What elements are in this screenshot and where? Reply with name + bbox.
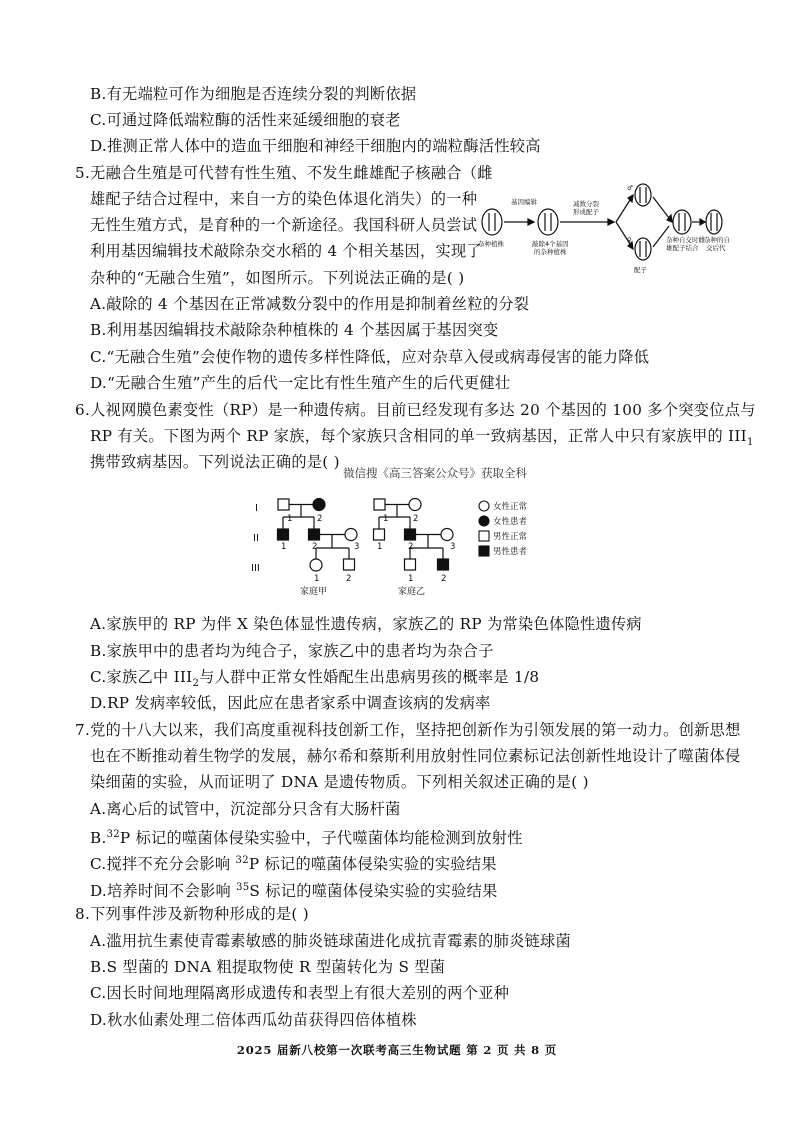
zygote-cell [673, 210, 691, 234]
option-4B: B.有无端粒可作为细胞是否连续分裂的判断依据 [90, 85, 417, 103]
label-meiosis-2: 形成配子 [573, 208, 599, 216]
legend-normal-female-icon [479, 501, 489, 511]
svg-text:2: 2 [413, 514, 419, 524]
family-b-label: 家庭乙 [398, 587, 426, 597]
option-5A: A.敲除的 4 个基因在正常减数分裂中的作用是抑制着丝粒的分裂 [90, 295, 530, 313]
female-gamete [635, 238, 651, 260]
svg-text:1: 1 [281, 542, 287, 552]
male-gamete [635, 184, 651, 206]
female-symbol: ♀ [627, 236, 632, 244]
generation-II-label: II [253, 533, 259, 544]
option-8A: A.滥用抗生素使青霉素敏感的肺炎链球菌进化成抗青霉素的肺炎链球菌 [90, 932, 572, 950]
label-gamete: 配子 [634, 266, 647, 274]
generation-III-label: III [251, 563, 260, 574]
option-5B: B.利用基因编辑技术敲除杂种植株的 4 个基因属于基因突变 [90, 321, 499, 339]
question-8-stem: 8.下列事件涉及新物种形成的是( ) [75, 905, 310, 923]
famB-II1-normal-male [374, 529, 385, 540]
label-self-cross-1: 杂种自交时雌 [666, 236, 705, 244]
famA-II1-affected-male [278, 529, 289, 540]
question-6-stem: 6.人视网膜色素变性（RP）是一种遗传病。目前已经发现有多达 20 个基因的 100 多个突变位点与 [75, 401, 756, 419]
knockout-cell [538, 209, 558, 235]
option-7C: C.搅拌不充分会影响 $^{32}$P 标记的噬菌体侵染实验的实验结果 [90, 855, 497, 874]
watermark-text: 微信搜《高三答案公众号》获取全科 [343, 466, 527, 480]
question-5-stem-3: 无性生殖方式，是育种的一个新途径。我国科研人员尝试 [90, 216, 478, 234]
famB-II2-affected-male [405, 529, 416, 540]
option-4D: D.推测正常人体中的造血干细胞和神经干细胞内的端粒酶活性较高 [90, 137, 541, 155]
famB-II3-normal-female [441, 529, 453, 541]
label-hybrid-plant: 杂种植株 [478, 240, 504, 248]
option-6C: C.家族乙中 $III_2$与人群中正常女性婚配生出患病男孩的概率是 1/8 [90, 668, 540, 690]
page-footer: 2025 届新八校第一次联考高三生物试题 第 2 页 共 8 页 [236, 1043, 558, 1057]
label-knockout-1: 敲除4个基因 [532, 240, 569, 248]
label-offspring-1: 杂种的自 [704, 236, 730, 244]
question-5-stem-2: 雄配子结合过程中，来自一方的染色体退化消失）的一种 [90, 190, 478, 208]
label-offspring-2: 交后代 [706, 244, 726, 252]
option-6A: A.家族甲的 RP 为伴 X 染色体显性遗传病，家族乙的 RP 为常染色体隐性遗传病 [90, 615, 642, 633]
famA-III2-normal-male [344, 559, 355, 570]
option-7B: B.$^{32}$P 标记的噬菌体侵染实验中，子代噬菌体均能检测到放射性 [90, 829, 523, 848]
question-6-stem-3: 携带致病基因。下列说法正确的是( ) [90, 453, 340, 471]
question-5-stem-5: 杂种的“无融合生殖”，如图所示。下列说法正确的是( ) [90, 269, 465, 287]
pedigree-diagram [250, 493, 550, 598]
question-7-stem: 7.党的十八大以来，我们高度重视科技创新工作，坚持把创新作为引领发展的第一动力。创新思想 [75, 721, 741, 739]
legend-affected-male-icon [479, 546, 489, 556]
question-5-stem-4: 利用基因编辑技术敲除杂交水稻的 4 个相关基因，实现了 [90, 242, 482, 260]
option-7D: D.培养时间不会影响 $^{35}$S 标记的噬菌体侵染实验的实验结果 [90, 882, 498, 901]
legend-affected-female-icon [479, 516, 489, 526]
svg-text:2: 2 [346, 574, 352, 584]
famA-I1-normal-male [278, 499, 289, 510]
famB-III2-affected-male [438, 559, 449, 570]
svg-text:1: 1 [408, 574, 414, 584]
famB-I2-normal-female [409, 499, 421, 511]
option-7A: A.离心后的试管中，沉淀部分只含有大肠杆菌 [90, 800, 401, 818]
option-5C: C.“无融合生殖”会使作物的遗传多样性降低，应对杂草入侵或病毒侵害的能力降低 [90, 348, 650, 366]
option-8D: D.秋水仙素处理二倍体西瓜幼苗获得四倍体植株 [90, 1011, 417, 1029]
famA-II2-affected-male [309, 529, 320, 540]
question-7-stem-3: 染细菌的实验，从而证明了 DNA 是遗传物质。下列相关叙述正确的是( ) [90, 773, 589, 791]
legend-normal-male-icon [479, 531, 489, 541]
famB-III1-normal-male [405, 559, 416, 570]
option-8B: B.S 型菌的 DNA 粗提取物使 R 型菌转化为 S 型菌 [90, 958, 446, 976]
svg-text:1: 1 [287, 514, 293, 524]
svg-text:2: 2 [441, 574, 447, 584]
famA-II3-normal-female [345, 529, 357, 541]
option-6D: D.RP 发病率较低，因此应在患者家系中调查该病的发病率 [90, 694, 491, 712]
svg-text:3: 3 [354, 542, 360, 552]
male-symbol: ♂ [627, 184, 633, 192]
hybrid-cell [482, 209, 502, 235]
label-gene-edit: 基因编辑 [511, 198, 537, 206]
legend-affected-male: 男性患者 [493, 547, 528, 557]
legend-normal-male: 男性正常 [493, 532, 528, 542]
famA-III1-normal-female [310, 559, 322, 571]
option-4C: C.可通过降低端粒酶的活性来延缓细胞的衰老 [90, 111, 401, 129]
svg-text:1: 1 [383, 514, 389, 524]
svg-text:2: 2 [408, 542, 414, 552]
svg-text:2: 2 [312, 542, 318, 552]
option-5D: D.“无融合生殖”产生的后代一定比有性生殖产生的后代更健壮 [90, 374, 511, 392]
question-7-stem-2: 也在不断推动着生物学的发展，赫尔希和蔡斯利用放射性同位素标记法创新性地设计了噬菌体侵 [90, 747, 741, 765]
label-meiosis-1: 减数分裂 [573, 200, 599, 208]
generation-I-label: I [255, 503, 258, 514]
apomixis-diagram [478, 182, 730, 274]
option-8C: C.因长时间地理隔离形成遗传和表型上有很大差别的两个亚种 [90, 984, 510, 1002]
famA-I2-affected-female [313, 499, 325, 511]
svg-text:3: 3 [450, 542, 456, 552]
label-self-cross-2: 雄配子结合 [666, 244, 699, 252]
famB-I1-normal-male [374, 499, 385, 510]
option-6B: B.家族甲中的患者均为纯合子，家族乙中的患者均为杂合子 [90, 642, 494, 660]
svg-text:1: 1 [314, 574, 320, 584]
family-a-label: 家庭甲 [300, 587, 328, 597]
question-5-stem: 5.无融合生殖是可代替有性生殖、不发生雌雄配子核融合（雌 [75, 164, 493, 182]
question-6-stem-2: RP 有关。下图为两个 RP 家族，每个家族只含相同的单一致病基因，正常人中只有家族甲的 $III_1$ [90, 427, 754, 449]
svg-text:1: 1 [377, 542, 383, 552]
label-knockout-2: 的杂种植株 [534, 248, 567, 256]
legend-affected-female: 女性患者 [493, 517, 528, 527]
legend-normal-female: 女性正常 [493, 502, 528, 512]
offspring-cell [706, 210, 722, 234]
svg-text:2: 2 [317, 514, 323, 524]
